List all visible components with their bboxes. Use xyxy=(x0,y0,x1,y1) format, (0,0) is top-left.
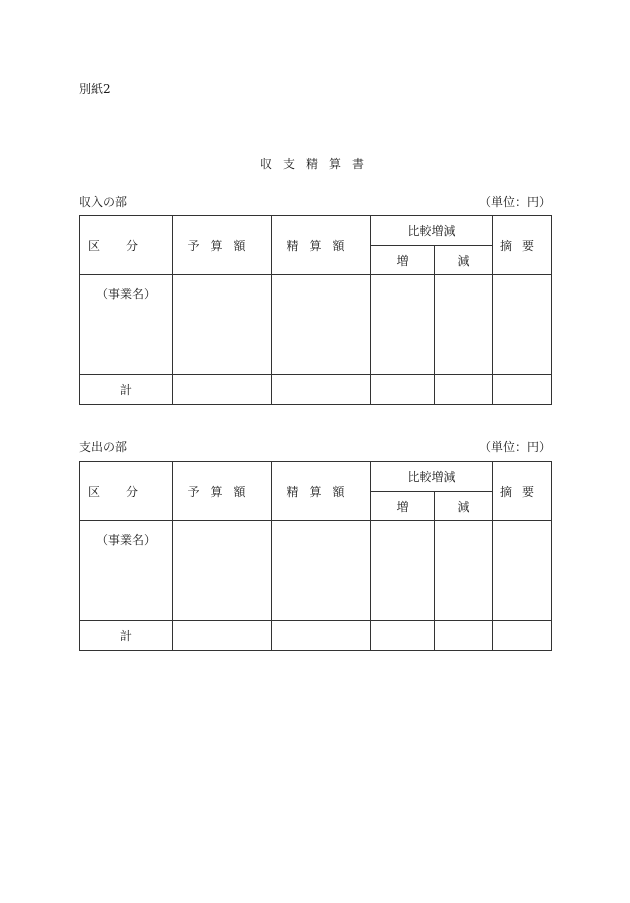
document-title: 収支精算書 xyxy=(259,157,375,171)
expense-table xyxy=(79,461,552,651)
project-name-label: （事業名） xyxy=(80,521,173,621)
expense-unit-label: （単位：円） xyxy=(478,440,551,454)
total-label: 計 xyxy=(80,375,173,405)
settlement-cell xyxy=(272,521,371,621)
header-decrease: 減 xyxy=(435,492,493,521)
header-budget: 予算額 xyxy=(173,216,272,275)
decrease-cell xyxy=(435,275,493,375)
total-increase-cell xyxy=(371,621,435,651)
total-remarks-cell xyxy=(493,375,552,405)
project-name-label: （事業名） xyxy=(80,275,173,375)
total-decrease-cell xyxy=(435,375,493,405)
header-increase: 増 xyxy=(371,246,435,275)
increase-cell xyxy=(371,275,435,375)
total-settlement-cell xyxy=(272,375,371,405)
total-budget-cell xyxy=(173,375,272,405)
decrease-cell xyxy=(435,521,493,621)
header-settlement: 精算額 xyxy=(272,462,371,521)
total-row xyxy=(80,621,552,651)
increase-cell xyxy=(371,521,435,621)
expense-section-title: 支出の部 xyxy=(79,440,128,454)
table-row xyxy=(80,521,552,621)
budget-cell xyxy=(173,275,272,375)
header-settlement: 精算額 xyxy=(272,216,371,275)
total-settlement-cell xyxy=(272,621,371,651)
income-unit-label: （単位：円） xyxy=(478,195,551,209)
total-label: 計 xyxy=(80,621,173,651)
total-row xyxy=(80,375,552,405)
header-comparison: 比較増減 xyxy=(371,216,493,246)
total-budget-cell xyxy=(173,621,272,651)
budget-cell xyxy=(173,521,272,621)
header-category: 区分 xyxy=(80,462,173,521)
income-table xyxy=(79,215,552,405)
table-row xyxy=(80,275,552,375)
header-comparison: 比較増減 xyxy=(371,462,493,492)
total-remarks-cell xyxy=(493,621,552,651)
header-increase: 増 xyxy=(371,492,435,521)
total-increase-cell xyxy=(371,375,435,405)
header-remarks: 摘要 xyxy=(493,216,552,275)
income-section-header xyxy=(79,193,551,210)
remarks-cell xyxy=(493,275,552,375)
settlement-cell xyxy=(272,275,371,375)
header-category: 区分 xyxy=(80,216,173,275)
annex-label: 別紙2 xyxy=(79,82,111,96)
expense-section-header xyxy=(79,438,551,455)
income-section-title: 収入の部 xyxy=(79,195,128,209)
header-decrease: 減 xyxy=(435,246,493,275)
header-budget: 予算額 xyxy=(173,462,272,521)
header-remarks: 摘要 xyxy=(493,462,552,521)
remarks-cell xyxy=(493,521,552,621)
total-decrease-cell xyxy=(435,621,493,651)
